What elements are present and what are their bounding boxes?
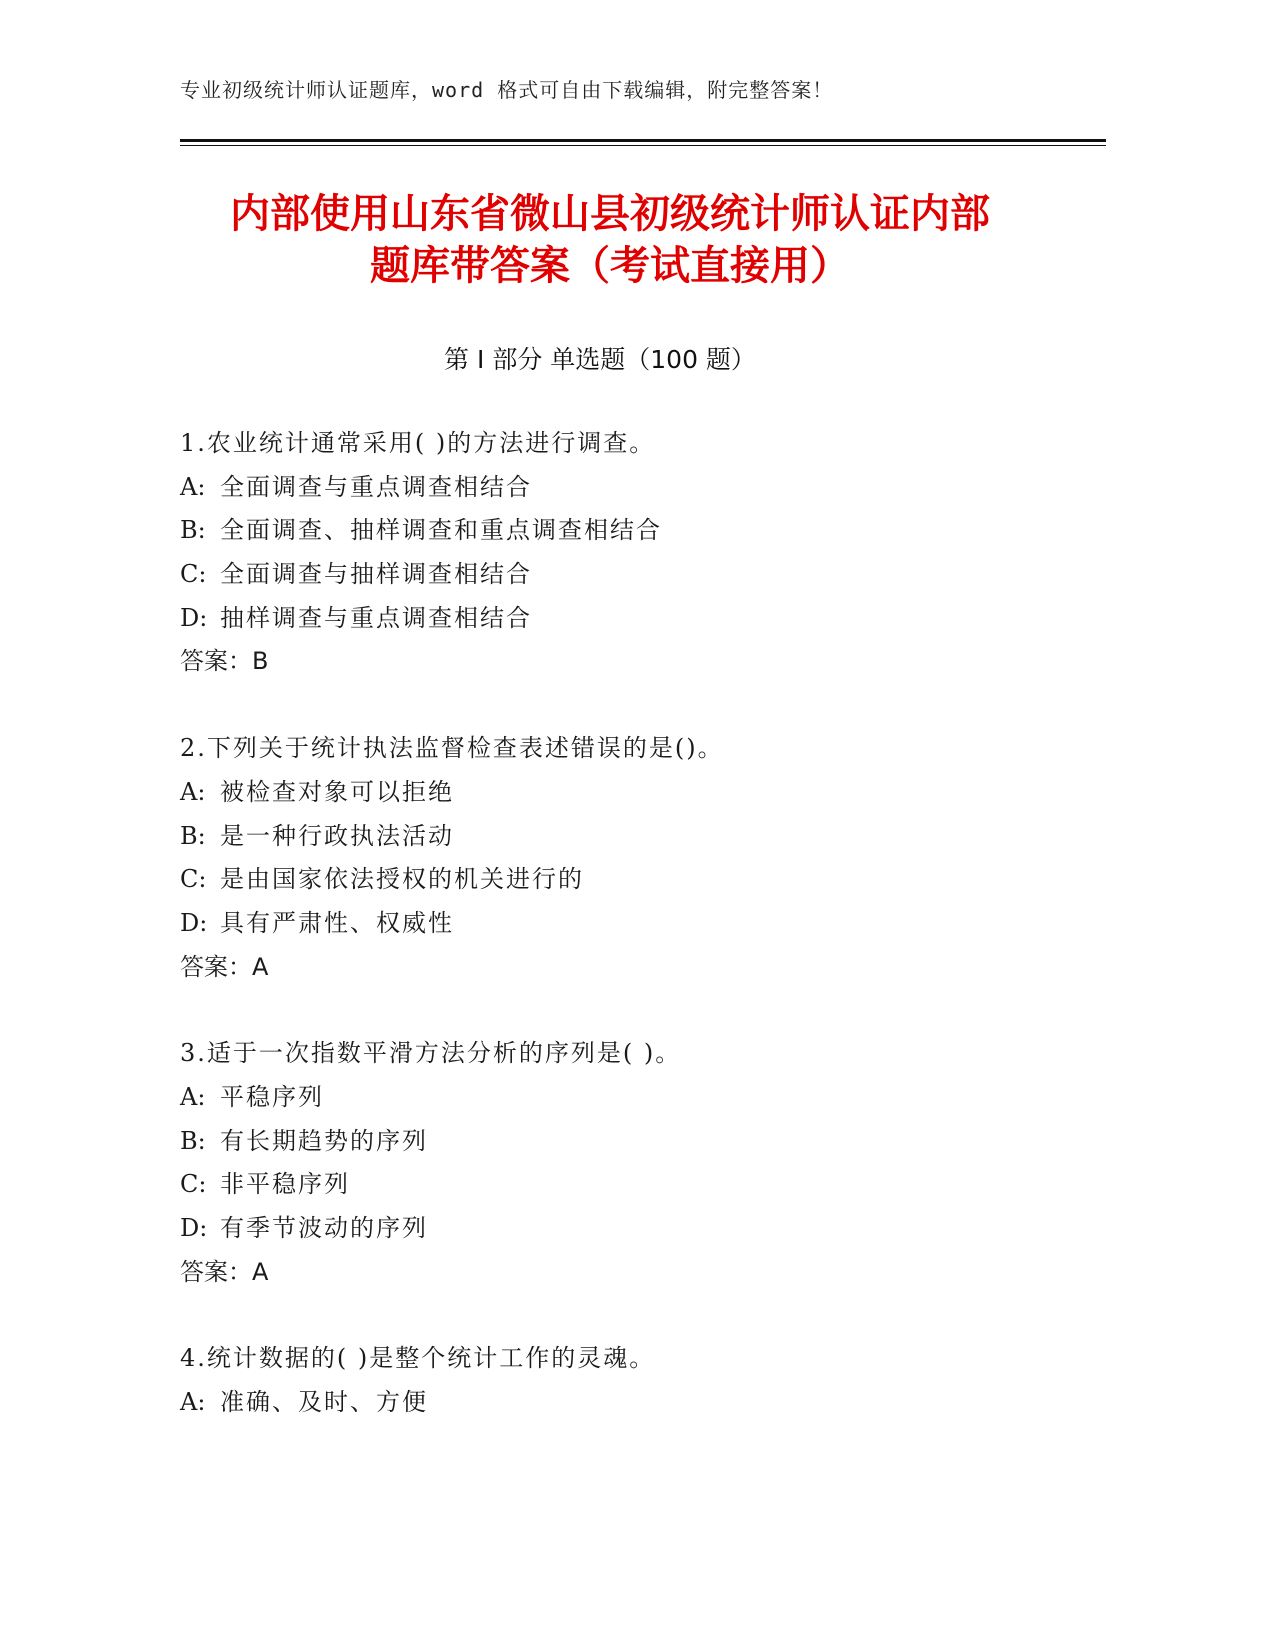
option-letter: C: xyxy=(180,865,207,894)
option-text: 有长期趋势的序列 xyxy=(220,1126,428,1155)
option-a xyxy=(180,771,1080,815)
option-b xyxy=(180,815,1080,859)
question-2 xyxy=(180,727,1080,989)
option-letter: C: xyxy=(180,560,207,589)
option-letter: B: xyxy=(180,821,206,850)
header-note: 专业初级统计师认证题库，word 格式可自由下载编辑，附完整答案！ xyxy=(180,78,834,102)
option-d xyxy=(180,1207,1080,1251)
question-stem: 2.下列关于统计执法监督检查表述错误的是()。 xyxy=(180,734,724,763)
option-text: 有季节波动的序列 xyxy=(220,1214,428,1242)
question-4 xyxy=(180,1337,1080,1424)
question-stem: 4.统计数据的( )是整个统计工作的灵魂。 xyxy=(180,1344,656,1373)
option-c xyxy=(180,553,1080,597)
option-b xyxy=(180,1120,1080,1164)
option-a xyxy=(180,466,1080,510)
option-letter: B: xyxy=(180,1126,206,1155)
section-heading: 第 I 部分 单选题（100 题） xyxy=(444,345,756,374)
option-text: 平稳序列 xyxy=(220,1082,324,1111)
option-letter: A: xyxy=(180,777,206,806)
answer: 答案：A xyxy=(180,1257,269,1286)
option-letter: D: xyxy=(180,908,208,937)
option-b xyxy=(180,509,1080,553)
option-text: 全面调查、抽样调查和重点调查相结合 xyxy=(220,516,662,545)
option-c xyxy=(180,858,1080,902)
option-text: 被检查对象可以拒绝 xyxy=(220,777,454,806)
option-letter: C: xyxy=(180,1170,207,1199)
option-text: 准确、及时、方便 xyxy=(220,1388,428,1417)
header-rule-thick xyxy=(180,139,1106,142)
option-d xyxy=(180,902,1080,946)
option-text: 全面调查与抽样调查相结合 xyxy=(220,560,532,589)
question-1 xyxy=(180,422,1080,684)
answer: 答案：A xyxy=(180,952,269,981)
option-letter: A: xyxy=(180,1388,206,1417)
option-c xyxy=(180,1163,1080,1207)
question-stem: 1.农业统计通常采用( )的方法进行调查。 xyxy=(180,429,656,457)
option-text: 非平稳序列 xyxy=(220,1170,350,1199)
question-3 xyxy=(180,1032,1080,1294)
option-letter: A: xyxy=(180,1082,206,1111)
option-text: 全面调查与重点调查相结合 xyxy=(220,472,532,501)
option-a xyxy=(180,1076,1080,1120)
header-rule-thin xyxy=(180,145,1106,146)
option-text: 是一种行政执法活动 xyxy=(220,821,454,850)
option-text: 是由国家依法授权的机关进行的 xyxy=(220,865,584,894)
option-letter: B: xyxy=(180,516,206,545)
option-text: 抽样调查与重点调查相结合 xyxy=(220,603,532,632)
option-letter: D: xyxy=(180,1214,208,1242)
answer: 答案：B xyxy=(180,647,269,676)
title-line-2: 题库带答案（考试直接用） xyxy=(370,243,850,289)
option-letter: D: xyxy=(180,603,208,632)
question-stem: 3.适于一次指数平滑方法分析的序列是( )。 xyxy=(180,1039,682,1068)
option-a xyxy=(180,1381,1080,1425)
title-line-1: 内部使用山东省微山县初级统计师认证内部 xyxy=(230,191,990,237)
option-letter: A: xyxy=(180,472,206,501)
option-text: 具有严肃性、权威性 xyxy=(220,908,454,937)
option-d xyxy=(180,597,1080,641)
question-list xyxy=(180,422,1080,1468)
document-title xyxy=(160,188,1060,292)
